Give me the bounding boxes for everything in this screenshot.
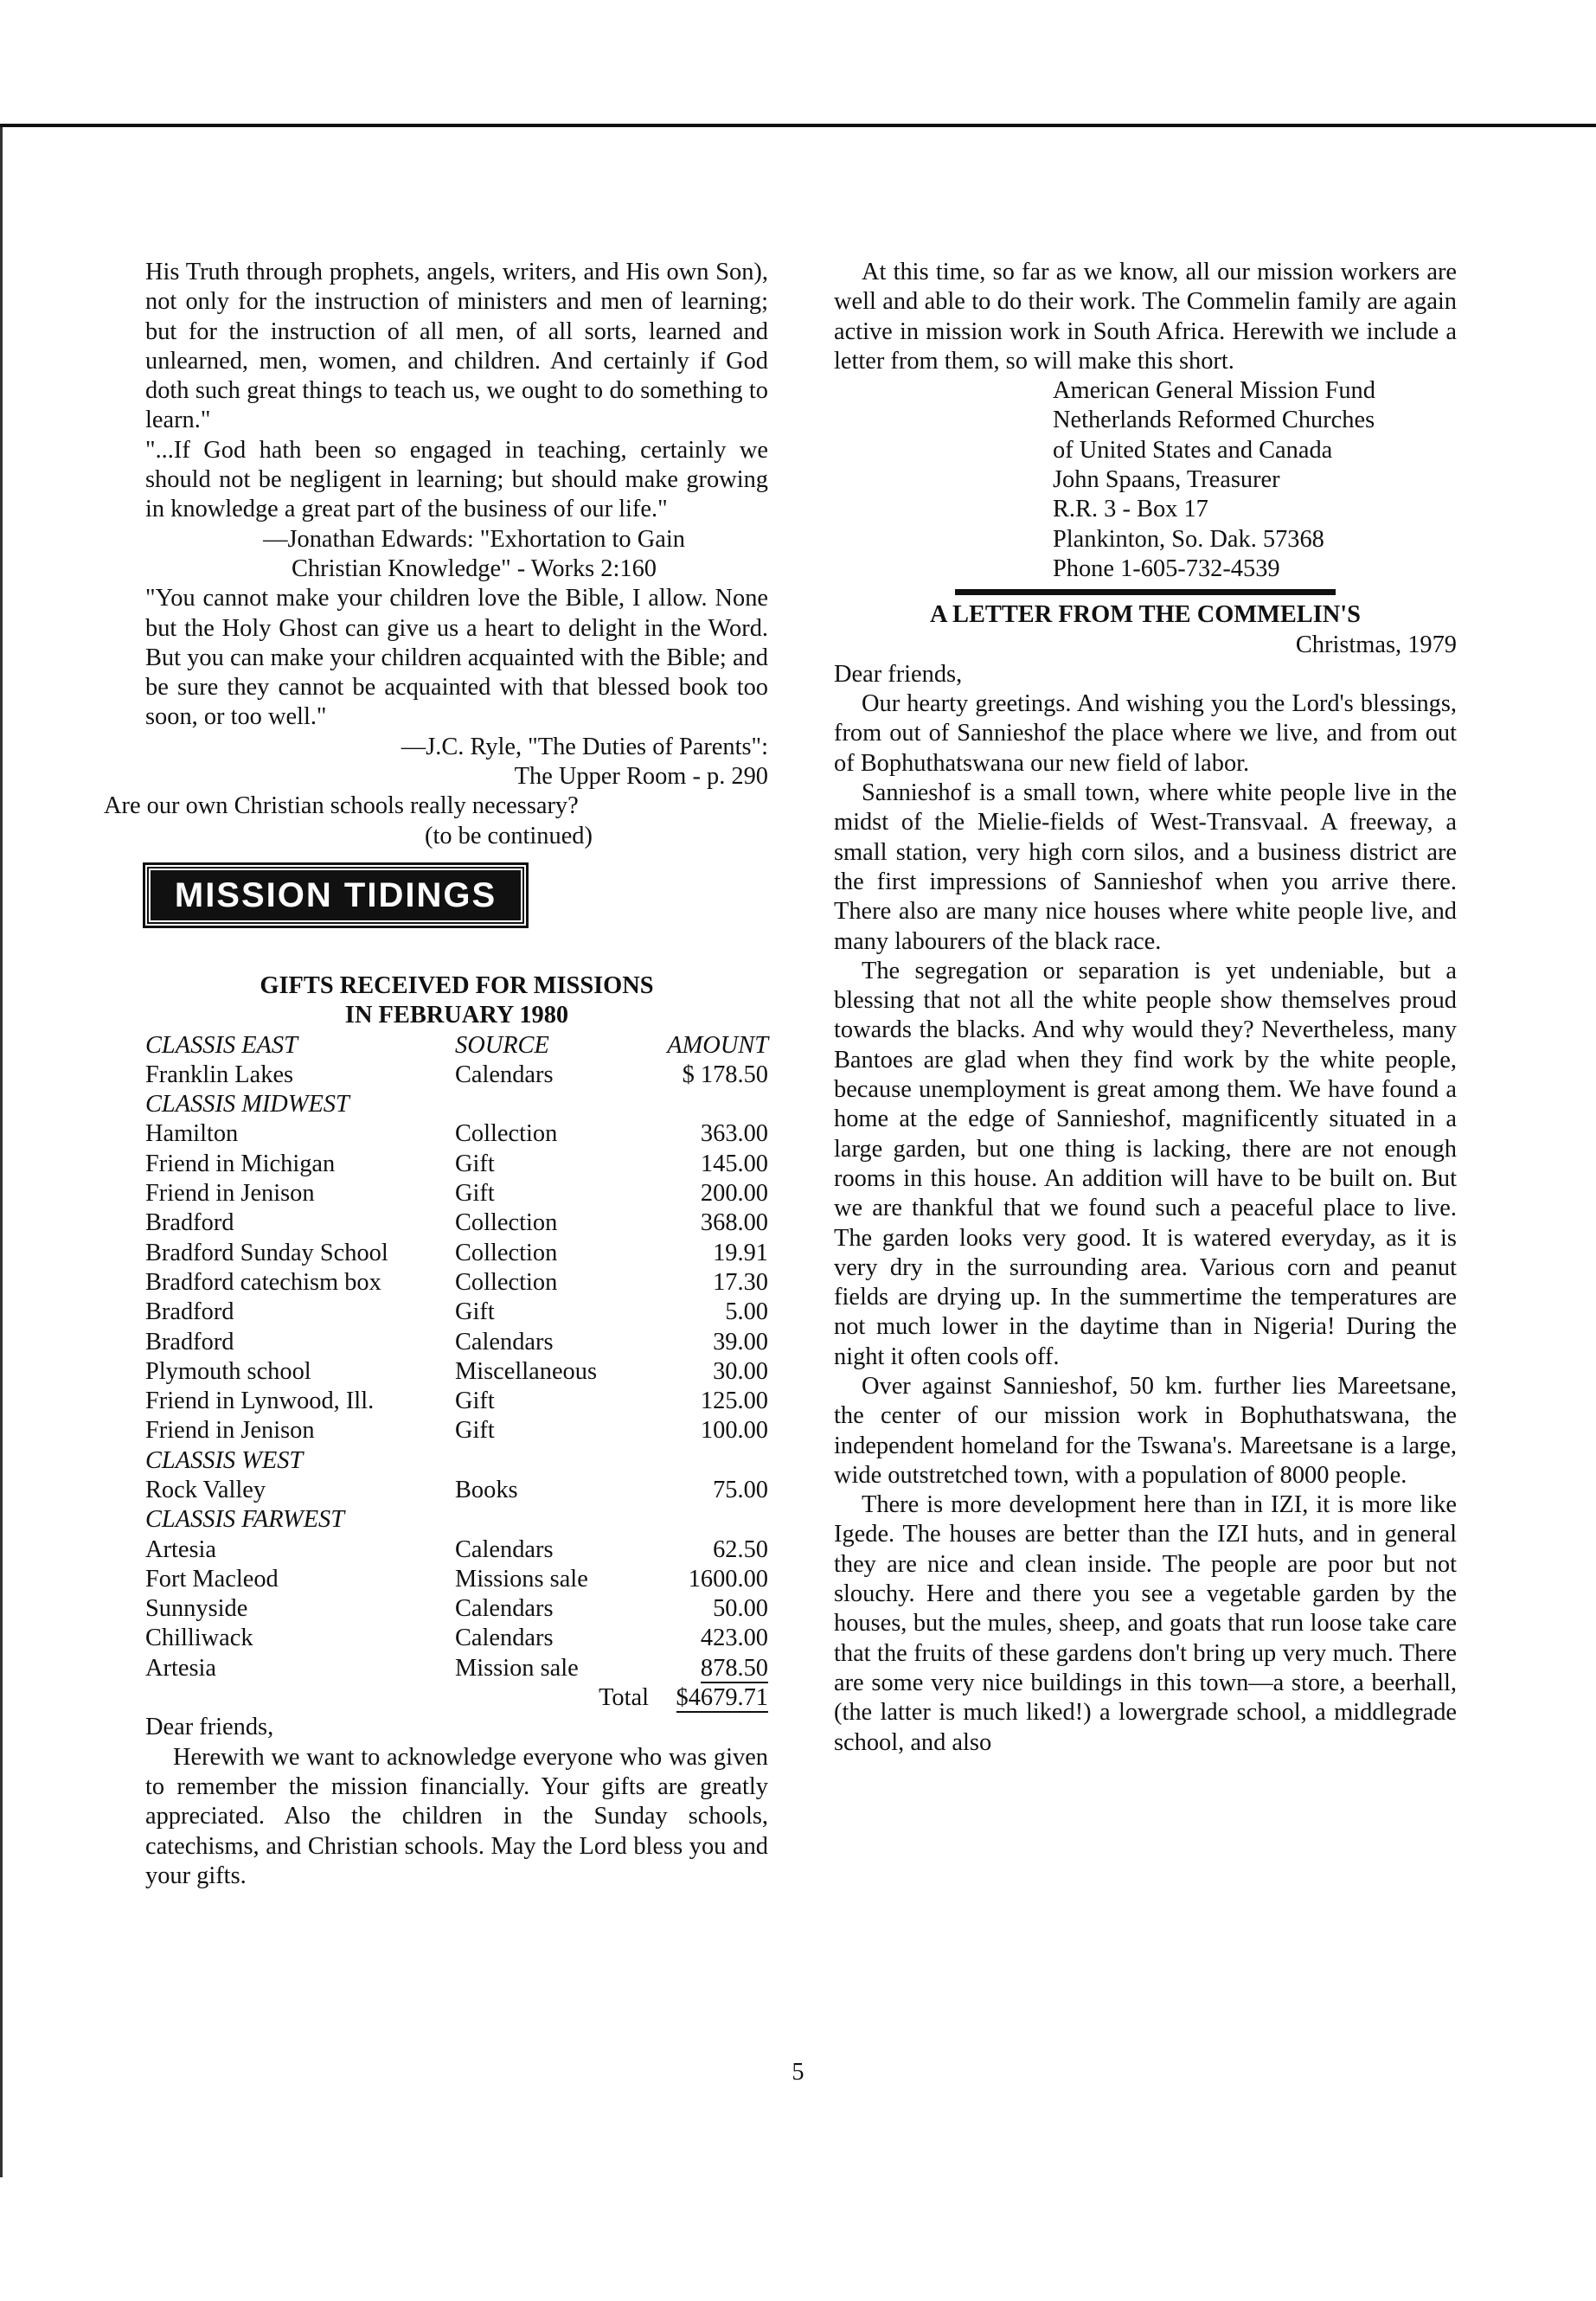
table-header: CLASSIS EAST xyxy=(145,1031,298,1059)
amount-cell: 125.00 xyxy=(700,1388,768,1415)
donor-cell: Bradford catechism box xyxy=(145,1268,381,1296)
classis-section-row xyxy=(145,1505,768,1535)
donor-cell: Bradford xyxy=(145,1298,234,1326)
amount-value: 878.50 xyxy=(700,1654,768,1682)
left-column xyxy=(104,258,768,1891)
amount-cell: 62.50 xyxy=(713,1535,768,1563)
donor-cell: Friend in Jenison xyxy=(145,1417,315,1445)
donor-cell: Bradford Sunday School xyxy=(145,1239,388,1266)
amount-cell: 50.00 xyxy=(713,1595,768,1623)
donor-cell: Bradford xyxy=(145,1209,234,1237)
total-spacer xyxy=(145,1683,455,1713)
attribution-line: —J.C. Ryle, "The Duties of Parents": xyxy=(401,733,768,760)
classis-label: CLASSIS WEST xyxy=(145,1446,304,1474)
amount-cell: 17.30 xyxy=(713,1268,768,1296)
table-row xyxy=(145,1150,768,1179)
amount-cell: 423.00 xyxy=(700,1625,768,1652)
quote-paragraph: "You cannot make your children love the Bible, I allow. None but the Holy Ghost can give us a heart to delight in the Word. But you can make your children acquainted with the Bible; and be sure they cannot be acquainted with that blessed book too soon, or too well." xyxy=(145,585,768,731)
top-border-rule xyxy=(0,124,1596,127)
source-cell: Calendars xyxy=(455,1625,554,1652)
amount-cell: 30.00 xyxy=(713,1357,768,1385)
badge-frame xyxy=(143,862,529,928)
continued-note: (to be continued) xyxy=(425,822,593,849)
signature-line: R.R. 3 - Box 17 xyxy=(1053,496,1208,523)
signature-line: of United States and Canada xyxy=(1053,436,1333,464)
table-row xyxy=(145,1179,768,1208)
source-cell: Calendars xyxy=(455,1328,554,1356)
donor-cell: Chilliwack xyxy=(145,1625,253,1652)
classis-label: CLASSIS MIDWEST xyxy=(145,1091,349,1118)
total-label: Total xyxy=(599,1684,649,1712)
table-header: AMOUNT xyxy=(667,1031,768,1059)
table-row xyxy=(145,1239,768,1268)
question-line: Are our own Christian schools really necessary? xyxy=(104,792,579,820)
source-cell: Miscellaneous xyxy=(455,1357,597,1385)
signature-line: Phone 1-605-732-4539 xyxy=(1053,554,1280,582)
donor-cell: Rock Valley xyxy=(145,1476,266,1503)
closing-paragraph: Herewith we want to acknowledge everyone who was given to remember the mission financially. Your gifts are greatly appreciated. Also the children in the Sunday schools, catechisms, and Christian schools. May the Lord bless you and your gifts. xyxy=(145,1743,768,1889)
amount-cell: 200.00 xyxy=(700,1180,768,1208)
letter-paragraph: There is more development here than in IZI, it is more like Igede. The houses are better than the IZI huts, and in general they are nice and clean inside. The people are poor but not slouchy. Here and there you see a vegetable garden by the houses, but the mules, sheep, and goats that run loose take care that the fruits of these gardens don't bring up very much. There are some very nice buildings in this town—a store, a beerhall, (the latter is much liked!) a lowergrade school, a middlegrade school, and also xyxy=(834,1491,1457,1756)
table-row xyxy=(145,1476,768,1505)
donor-cell: Friend in Jenison xyxy=(145,1180,315,1208)
attribution-line: —Jonathan Edwards: "Exhortation to Gain xyxy=(263,525,685,553)
table-row xyxy=(145,1535,768,1565)
letter-paragraph: The segregation or separation is yet undeniable, but a blessing that not all the white people show themselves proud towards the blacks. And why would they? Nevertheless, many Bantoes are glad when they find work by the white people, because unemployment is great among them. We have found a home at the edge of Sannieshof, magnificently situated in a large garden, but one thing is lacking, there are not enough rooms in this house. An addition will have to be built on. But we are thankful that we found such a peaceful place to live. The garden looks very good. It is watered everyday, as it is very dry in the surrounding area. Various corn and peanut fields are drying up. In the summertime the temperatures are not much lower in the daytime than in Nigeria! During the night it often cools off. xyxy=(834,957,1457,1370)
amount-cell: 1600.00 xyxy=(688,1565,768,1593)
signature-line: John Spaans, Treasurer xyxy=(1053,466,1280,494)
table-row xyxy=(145,1328,768,1357)
attribution-line: Christian Knowledge" - Works 2:160 xyxy=(292,554,657,582)
source-cell: Calendars xyxy=(455,1595,554,1623)
total-amount-cell xyxy=(657,1683,768,1713)
section-divider xyxy=(955,589,1336,595)
letter-heading: A LETTER FROM THE COMMELIN'S xyxy=(930,601,1361,629)
amount-cell: 39.00 xyxy=(713,1328,768,1356)
closing-salutation: Dear friends, xyxy=(145,1714,274,1741)
signature-line: Netherlands Reformed Churches xyxy=(1053,407,1375,434)
source-cell: Collection xyxy=(455,1120,558,1148)
gifts-heading: GIFTS RECEIVED FOR MISSIONS xyxy=(260,971,654,999)
source-cell: Calendars xyxy=(455,1535,554,1563)
donor-cell: Plymouth school xyxy=(145,1357,311,1385)
amount-cell: 19.91 xyxy=(713,1239,768,1266)
signature-line: American General Mission Fund xyxy=(1053,377,1375,405)
table-header: SOURCE xyxy=(455,1031,549,1059)
source-cell: Gift xyxy=(455,1388,495,1415)
quote-paragraph: His Truth through prophets, angels, writers, and His own Son), not only for the instruction of ministers and men of learning; but for the instruction of all men, of all sorts, learned and unlearned, men, women, and children. And certainly if God doth such great things to teach us, we ought to do something to learn." xyxy=(145,259,768,434)
signature-line: Plankinton, So. Dak. 57368 xyxy=(1053,525,1324,553)
classis-section-row xyxy=(145,1090,768,1119)
signature-block xyxy=(1053,376,1457,584)
source-cell: Gift xyxy=(455,1298,495,1326)
donor-cell: Artesia xyxy=(145,1535,216,1563)
source-cell: Collection xyxy=(455,1239,558,1266)
total-amount: $4679.71 xyxy=(676,1684,768,1712)
source-cell: Gift xyxy=(455,1150,495,1177)
table-row xyxy=(145,1387,768,1416)
mission-tidings-badge xyxy=(145,862,768,963)
letter-date: Christmas, 1979 xyxy=(1295,631,1457,658)
gifts-table xyxy=(145,1031,768,1714)
table-row xyxy=(145,1357,768,1387)
amount-cell: 368.00 xyxy=(700,1209,768,1237)
letter-paragraph: Over against Sannieshof, 50 km. further lies Mareetsane, the center of our mission work in Bophuthatswana, the independent homeland for the Tswana's. Mareetsane is a large, wide outstretched town, with a population of 8000 people. xyxy=(834,1372,1457,1489)
classis-label: CLASSIS FARWEST xyxy=(145,1506,345,1534)
amount-cell: 5.00 xyxy=(725,1298,768,1326)
total-row xyxy=(145,1683,768,1713)
donor-cell: Friend in Michigan xyxy=(145,1150,336,1177)
table-row xyxy=(145,1416,768,1445)
source-cell: Missions sale xyxy=(455,1565,588,1593)
source-cell: Books xyxy=(455,1476,518,1503)
left-edge-rule xyxy=(0,127,3,2177)
table-row xyxy=(145,1119,768,1149)
table-row xyxy=(145,1268,768,1298)
donor-cell: Hamilton xyxy=(145,1120,239,1148)
donor-cell: Fort Macleod xyxy=(145,1565,279,1593)
source-cell: Calendars xyxy=(455,1061,554,1088)
letter-salutation: Dear friends, xyxy=(834,660,963,688)
table-row xyxy=(145,1624,768,1653)
donor-cell: Bradford xyxy=(145,1328,234,1356)
source-cell: Gift xyxy=(455,1180,495,1208)
donor-cell: Friend in Lynwood, Ill. xyxy=(145,1388,375,1415)
source-cell: Collection xyxy=(455,1268,558,1296)
amount-cell: 145.00 xyxy=(700,1150,768,1177)
letter-paragraph: Our hearty greetings. And wishing you the Lord's blessings, from out of Sannieshof the place where we live, and from out of Bophuthatswana our new field of labor. xyxy=(834,690,1457,777)
source-cell: Collection xyxy=(455,1209,558,1237)
amount-cell: 100.00 xyxy=(700,1417,768,1445)
donor-cell: Artesia xyxy=(145,1654,216,1682)
gifts-heading: IN FEBRUARY 1980 xyxy=(344,1002,569,1029)
page-number: 5 xyxy=(792,2059,804,2086)
table-row xyxy=(145,1208,768,1238)
right-column xyxy=(834,258,1457,1758)
table-row xyxy=(145,1565,768,1594)
quote-paragraph: "...If God hath been so engaged in teaching, certainly we should not be negligent in learning; but should make growing in knowledge a great part of the business of our life." xyxy=(145,436,768,523)
source-cell: Gift xyxy=(455,1417,495,1445)
badge-title: MISSION TIDINGS xyxy=(149,868,522,922)
source-cell: Mission sale xyxy=(455,1654,579,1682)
amount-cell: $ 178.50 xyxy=(682,1061,768,1088)
amount-cell xyxy=(657,1654,768,1683)
letter-paragraph: Sannieshof is a small town, where white people live in the midst of the Mielie-fields of West-Transvaal. A freeway, a small station, very high corn silos, and a business district are the first impressions of Sannieshof when you arrive there. There also are many nice houses where white people live, and many labourers of the black race. xyxy=(834,779,1457,955)
table-row xyxy=(145,1061,768,1090)
attribution-line: The Upper Room - p. 290 xyxy=(514,763,768,791)
donor-cell: Sunnyside xyxy=(145,1595,248,1623)
table-header-row xyxy=(145,1031,768,1061)
intro-paragraph: At this time, so far as we know, all our mission workers are well and able to do their work. The Commelin family are again active in mission work in South Africa. Herewith we include a letter from them, so will make this short. xyxy=(834,259,1457,375)
amount-cell: 363.00 xyxy=(700,1120,768,1148)
amount-cell: 75.00 xyxy=(713,1476,768,1503)
table-row xyxy=(145,1594,768,1624)
classis-section-row xyxy=(145,1446,768,1476)
table-row xyxy=(145,1654,768,1683)
table-row xyxy=(145,1298,768,1327)
donor-cell: Franklin Lakes xyxy=(145,1061,294,1088)
